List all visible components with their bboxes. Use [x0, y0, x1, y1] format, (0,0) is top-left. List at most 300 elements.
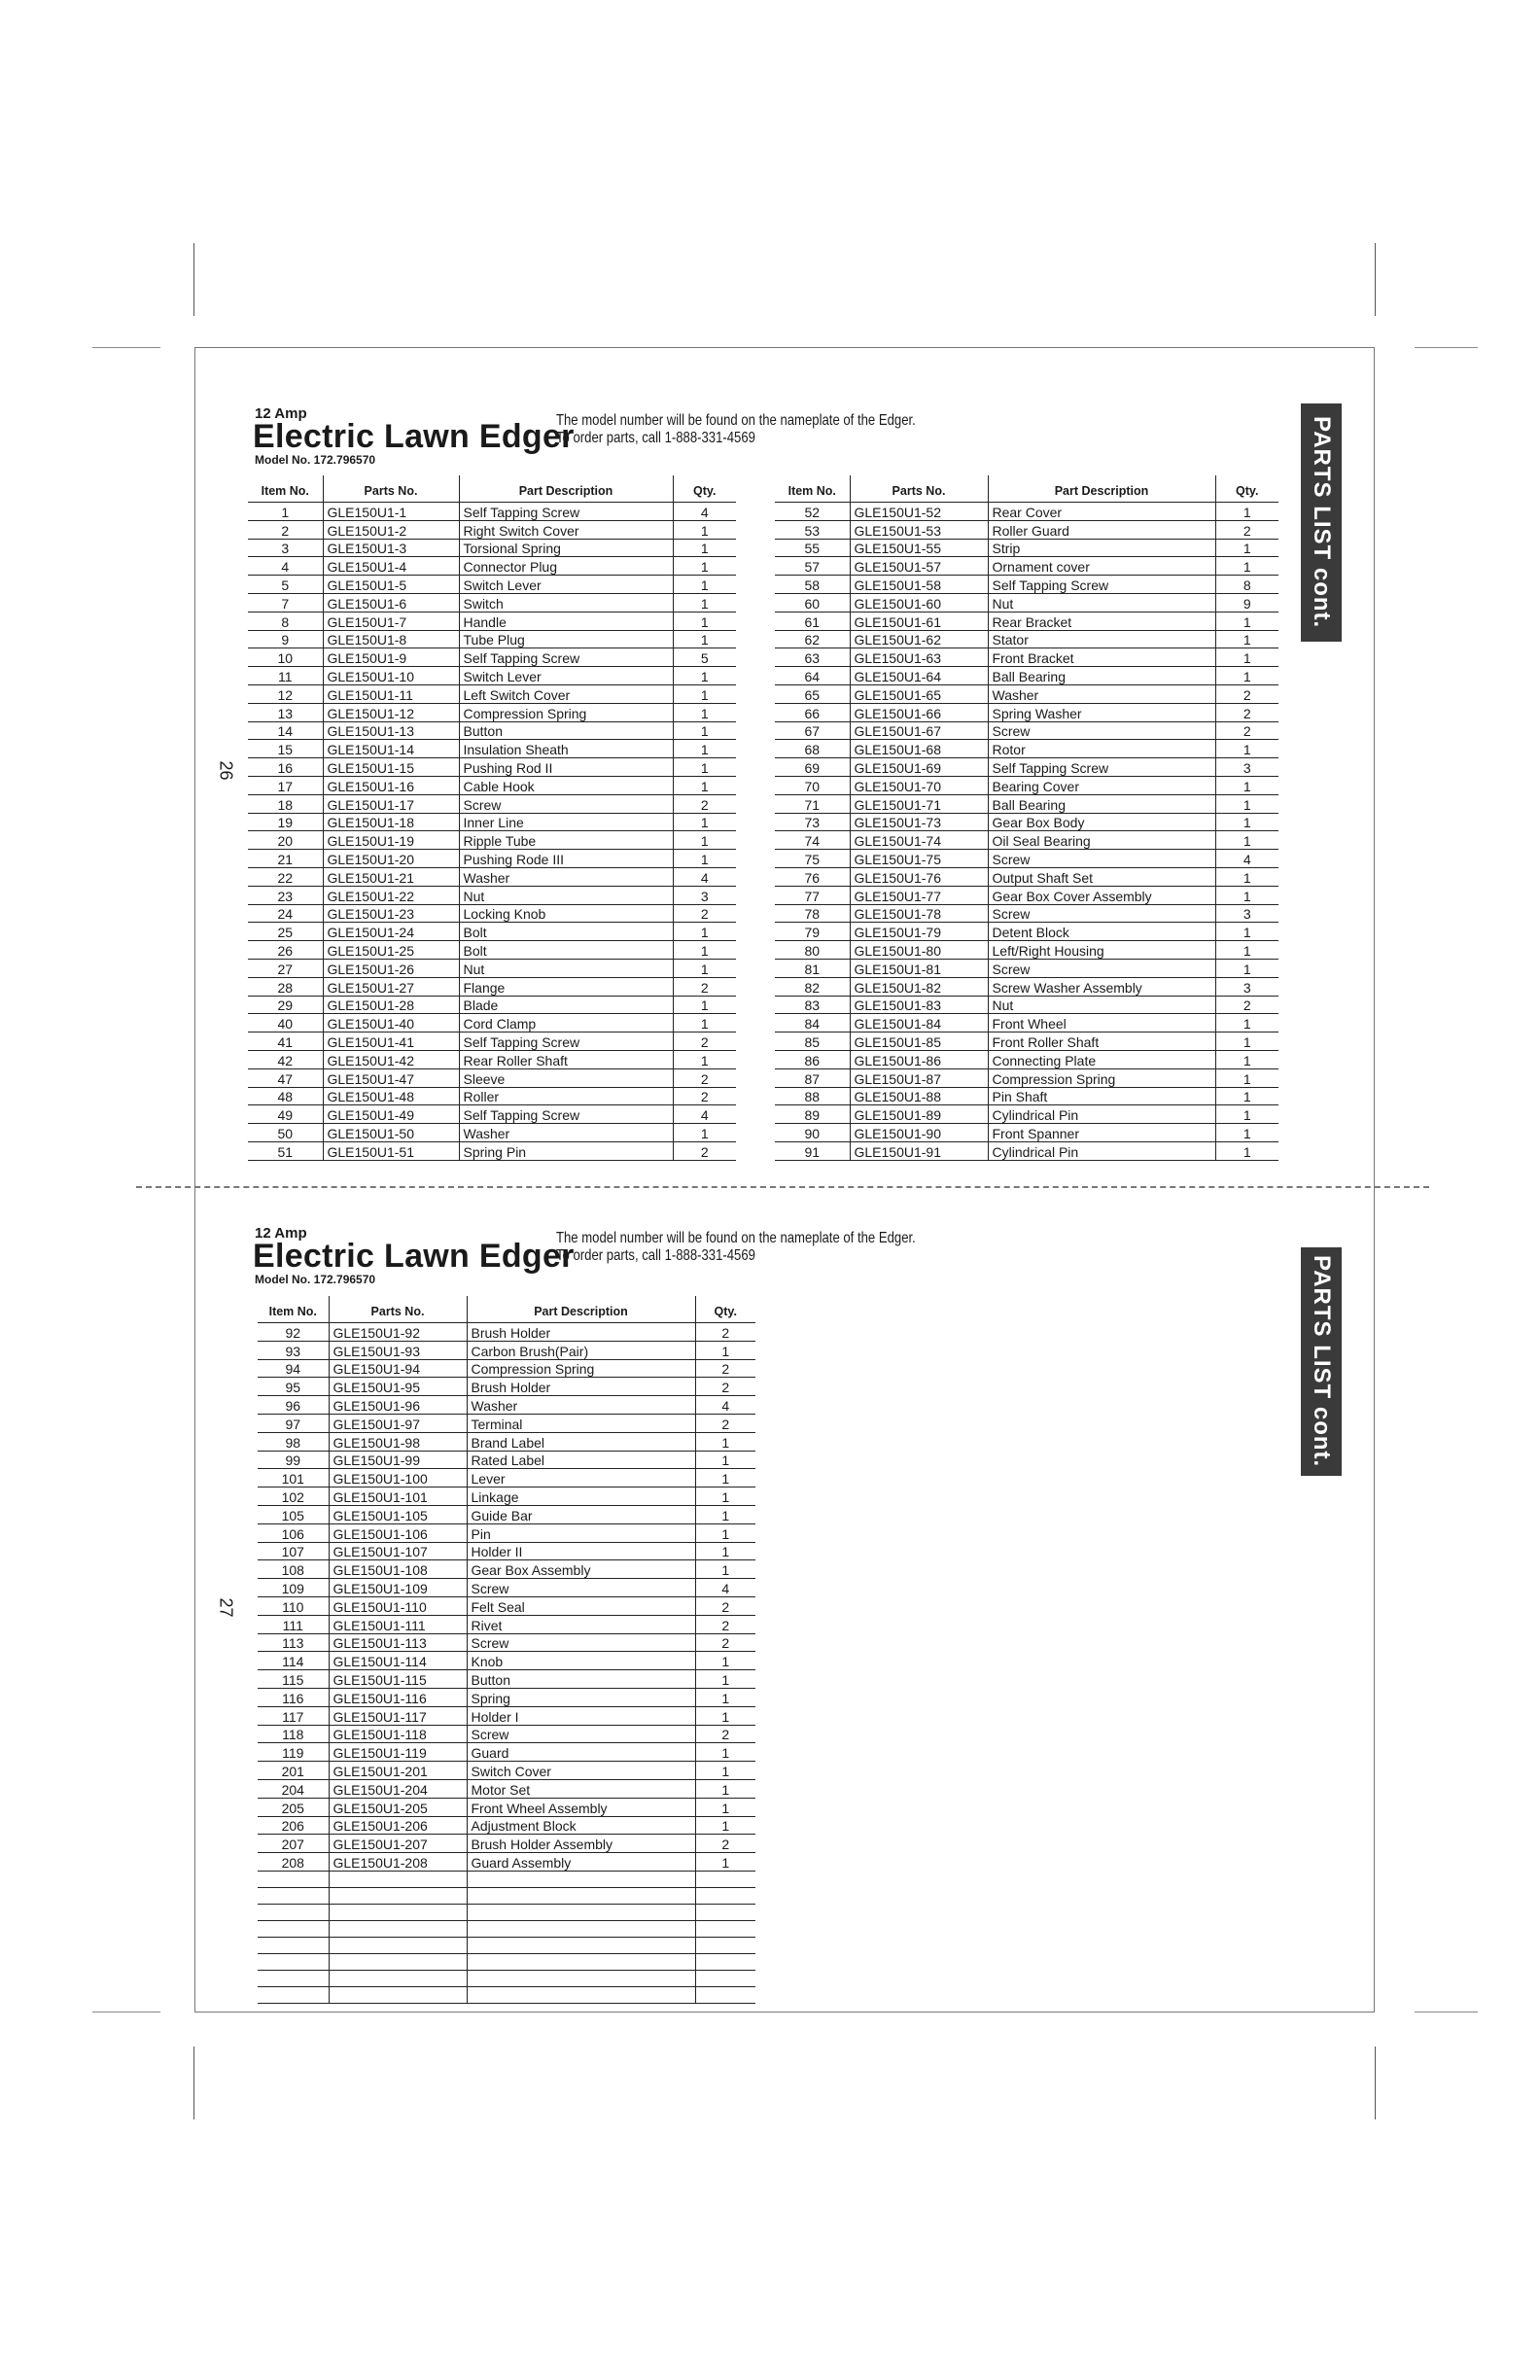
- part-description: Button: [459, 721, 673, 740]
- part-number: GLE150U1-25: [323, 941, 459, 960]
- nameplate-note: The model number will be found on the nameplate of the Edger.: [556, 412, 916, 429]
- parts-table: [258, 1296, 755, 2004]
- part-number: GLE150U1-63: [850, 648, 988, 667]
- crop-mark: [1415, 347, 1478, 348]
- table-row: [258, 1633, 755, 1652]
- part-number: GLE150U1-14: [323, 740, 459, 758]
- crop-mark: [193, 2047, 194, 2119]
- item-number: 82: [775, 977, 850, 996]
- quantity: 3: [1215, 758, 1278, 777]
- blank-row: [258, 1986, 755, 2003]
- blank-cell: [258, 1986, 329, 2003]
- table-row: [248, 923, 736, 941]
- quantity: 1: [673, 850, 736, 868]
- blank-cell: [695, 1904, 755, 1920]
- part-number: GLE150U1-12: [323, 703, 459, 721]
- part-number: GLE150U1-93: [329, 1341, 467, 1359]
- quantity: 2: [1215, 703, 1278, 721]
- quantity: 1: [673, 630, 736, 648]
- quantity: 1: [1215, 794, 1278, 813]
- part-description: Cord Clamp: [459, 1014, 673, 1032]
- part-description: Screw: [467, 1579, 695, 1597]
- table-row: [775, 1105, 1278, 1124]
- table-row: [258, 1835, 755, 1853]
- table-row: [775, 1068, 1278, 1087]
- table-row: [248, 576, 736, 594]
- table-row: [258, 1816, 755, 1835]
- part-number: GLE150U1-113: [329, 1633, 467, 1652]
- part-description: Bolt: [459, 923, 673, 941]
- section-tab: [1301, 403, 1342, 642]
- part-description: Spring Pin: [459, 1141, 673, 1160]
- part-number: GLE150U1-71: [850, 794, 988, 813]
- item-number: 114: [258, 1652, 329, 1670]
- quantity: 1: [673, 758, 736, 777]
- part-description: Handle: [459, 612, 673, 630]
- table-row: [248, 1141, 736, 1160]
- part-description: Knob: [467, 1652, 695, 1670]
- crop-mark: [1375, 243, 1376, 316]
- item-number: 101: [258, 1469, 329, 1488]
- quantity: 1: [1215, 1141, 1278, 1160]
- table-row: [775, 520, 1278, 539]
- blank-cell: [467, 1920, 695, 1937]
- part-description: Bearing Cover: [988, 776, 1215, 794]
- quantity: 2: [695, 1725, 755, 1743]
- part-description: Carbon Brush(Pair): [467, 1341, 695, 1359]
- part-description: Self Tapping Screw: [459, 1105, 673, 1124]
- part-number: GLE150U1-28: [323, 996, 459, 1014]
- item-number: 110: [258, 1596, 329, 1615]
- part-number: GLE150U1-91: [850, 1141, 988, 1160]
- item-number: 61: [775, 612, 850, 630]
- quantity: 1: [1215, 503, 1278, 521]
- item-number: 107: [258, 1542, 329, 1560]
- item-number: 86: [775, 1050, 850, 1068]
- item-number: 116: [258, 1688, 329, 1706]
- part-description: Inner Line: [459, 813, 673, 831]
- part-number: GLE150U1-4: [323, 557, 459, 576]
- part-number: GLE150U1-7: [323, 612, 459, 630]
- quantity: 4: [673, 503, 736, 521]
- model-number: Model No. 172.796570: [255, 1273, 376, 1286]
- part-number: GLE150U1-18: [323, 813, 459, 831]
- quantity: 1: [1215, 886, 1278, 904]
- part-number: GLE150U1-118: [329, 1725, 467, 1743]
- quantity: 2: [673, 904, 736, 923]
- quantity: 1: [695, 1560, 755, 1579]
- part-number: GLE150U1-40: [323, 1014, 459, 1032]
- part-number: GLE150U1-206: [329, 1816, 467, 1835]
- blank-cell: [258, 1871, 329, 1887]
- table-row: [248, 1014, 736, 1032]
- item-number: 93: [258, 1341, 329, 1359]
- quantity: 1: [1215, 1087, 1278, 1105]
- col-header-qty: Qty.: [673, 475, 736, 503]
- part-description: Flange: [459, 977, 673, 996]
- part-number: GLE150U1-5: [323, 576, 459, 594]
- part-description: Screw: [988, 850, 1215, 868]
- item-number: 65: [775, 684, 850, 703]
- item-number: 25: [248, 923, 323, 941]
- item-number: 73: [775, 813, 850, 831]
- item-number: 207: [258, 1835, 329, 1853]
- part-number: GLE150U1-81: [850, 959, 988, 977]
- item-number: 111: [258, 1615, 329, 1633]
- quantity: 2: [1215, 996, 1278, 1014]
- part-description: Insulation Sheath: [459, 740, 673, 758]
- col-header-part-no: Parts No.: [850, 475, 988, 503]
- part-description: Switch Cover: [467, 1762, 695, 1780]
- part-number: GLE150U1-20: [323, 850, 459, 868]
- quantity: 2: [695, 1323, 755, 1342]
- item-number: 206: [258, 1816, 329, 1835]
- quantity: 1: [695, 1505, 755, 1523]
- quantity: 1: [1215, 1050, 1278, 1068]
- item-number: 26: [248, 941, 323, 960]
- table-row: [258, 1414, 755, 1432]
- part-number: GLE150U1-101: [329, 1488, 467, 1506]
- section-tab-label: PARTS LIST cont.: [1309, 416, 1335, 629]
- part-number: GLE150U1-53: [850, 520, 988, 539]
- part-number: GLE150U1-107: [329, 1542, 467, 1560]
- table-row: [258, 1762, 755, 1780]
- part-description: Self Tapping Screw: [988, 576, 1215, 594]
- table-row: [248, 904, 736, 923]
- item-number: 18: [248, 794, 323, 813]
- quantity: 2: [673, 1068, 736, 1087]
- part-description: Washer: [467, 1396, 695, 1415]
- part-description: Brush Holder: [467, 1323, 695, 1342]
- quantity: 2: [695, 1596, 755, 1615]
- item-number: 208: [258, 1853, 329, 1872]
- col-header-part-no: Parts No.: [329, 1296, 467, 1323]
- part-description: Switch Lever: [459, 576, 673, 594]
- quantity: 2: [695, 1633, 755, 1652]
- part-description: Rear Roller Shaft: [459, 1050, 673, 1068]
- part-number: GLE150U1-16: [323, 776, 459, 794]
- part-description: Motor Set: [467, 1779, 695, 1798]
- part-number: GLE150U1-57: [850, 557, 988, 576]
- part-description: Lever: [467, 1469, 695, 1488]
- item-number: 115: [258, 1670, 329, 1689]
- part-number: GLE150U1-3: [323, 539, 459, 557]
- quantity: 1: [673, 703, 736, 721]
- item-number: 23: [248, 886, 323, 904]
- table-row: [258, 1560, 755, 1579]
- table-row: [775, 758, 1278, 777]
- blank-cell: [258, 1953, 329, 1970]
- part-number: GLE150U1-60: [850, 593, 988, 612]
- quantity: 1: [673, 1050, 736, 1068]
- part-number: GLE150U1-49: [323, 1105, 459, 1124]
- item-number: 119: [258, 1743, 329, 1762]
- table-row: [248, 612, 736, 630]
- quantity: 1: [673, 520, 736, 539]
- blank-row: [258, 1887, 755, 1904]
- quantity: 1: [673, 1124, 736, 1142]
- quantity: 4: [673, 1105, 736, 1124]
- part-number: GLE150U1-13: [323, 721, 459, 740]
- amp-label: 12 Amp: [255, 1225, 307, 1242]
- part-number: GLE150U1-66: [850, 703, 988, 721]
- order-phone-note: To order parts, call 1-888-331-4569: [556, 1247, 755, 1264]
- part-number: GLE150U1-207: [329, 1835, 467, 1853]
- part-description: Rivet: [467, 1615, 695, 1633]
- item-number: 118: [258, 1725, 329, 1743]
- item-number: 99: [258, 1451, 329, 1469]
- table-row: [775, 576, 1278, 594]
- table-row: [775, 886, 1278, 904]
- table-row: [775, 941, 1278, 960]
- crop-mark: [92, 347, 160, 348]
- item-number: 78: [775, 904, 850, 923]
- part-number: GLE150U1-83: [850, 996, 988, 1014]
- table-row: [248, 813, 736, 831]
- table-row: [775, 1087, 1278, 1105]
- quantity: 1: [1215, 630, 1278, 648]
- table-row: [258, 1596, 755, 1615]
- part-number: GLE150U1-88: [850, 1087, 988, 1105]
- quantity: 1: [673, 576, 736, 594]
- part-number: GLE150U1-22: [323, 886, 459, 904]
- cut-line: [136, 1186, 1429, 1188]
- item-number: 63: [775, 648, 850, 667]
- item-number: 10: [248, 648, 323, 667]
- quantity: 1: [673, 740, 736, 758]
- table-row: [258, 1359, 755, 1378]
- item-number: 97: [258, 1414, 329, 1432]
- table-row: [775, 593, 1278, 612]
- part-description: Ripple Tube: [459, 831, 673, 850]
- part-description: Front Wheel: [988, 1014, 1215, 1032]
- part-description: Rear Bracket: [988, 612, 1215, 630]
- part-number: GLE150U1-55: [850, 539, 988, 557]
- table-row: [248, 630, 736, 648]
- table-row: [775, 503, 1278, 521]
- table-row: [248, 959, 736, 977]
- quantity: 1: [1215, 1124, 1278, 1142]
- part-description: Cable Hook: [459, 776, 673, 794]
- quantity: 1: [695, 1853, 755, 1872]
- part-description: Roller: [459, 1087, 673, 1105]
- table-row: [258, 1579, 755, 1597]
- part-description: Gear Box Assembly: [467, 1560, 695, 1579]
- item-number: 76: [775, 867, 850, 886]
- part-description: Switch: [459, 593, 673, 612]
- blank-cell: [329, 1986, 467, 2003]
- col-header-part-no: Parts No.: [323, 475, 459, 503]
- part-description: Ball Bearing: [988, 794, 1215, 813]
- part-number: GLE150U1-58: [850, 576, 988, 594]
- item-number: 48: [248, 1087, 323, 1105]
- table-row: [775, 630, 1278, 648]
- blank-cell: [329, 1970, 467, 1986]
- blank-cell: [467, 1953, 695, 1970]
- col-header-item: Item No.: [258, 1296, 329, 1323]
- part-number: GLE150U1-11: [323, 684, 459, 703]
- quantity: 2: [673, 794, 736, 813]
- blank-cell: [329, 1953, 467, 1970]
- blank-cell: [258, 1887, 329, 1904]
- part-description: Brand Label: [467, 1432, 695, 1451]
- part-number: GLE150U1-70: [850, 776, 988, 794]
- item-number: 68: [775, 740, 850, 758]
- part-description: Connecting Plate: [988, 1050, 1215, 1068]
- table-row: [775, 813, 1278, 831]
- part-description: Pushing Rode III: [459, 850, 673, 868]
- part-description: Blade: [459, 996, 673, 1014]
- quantity: 2: [695, 1414, 755, 1432]
- blank-cell: [695, 1953, 755, 1970]
- amp-label: 12 Amp: [255, 405, 307, 422]
- part-description: Rated Label: [467, 1451, 695, 1469]
- table-row: [775, 648, 1278, 667]
- part-number: GLE150U1-17: [323, 794, 459, 813]
- part-number: GLE150U1-79: [850, 923, 988, 941]
- part-number: GLE150U1-86: [850, 1050, 988, 1068]
- table-row: [775, 831, 1278, 850]
- item-number: 19: [248, 813, 323, 831]
- part-description: Compression Spring: [988, 1068, 1215, 1087]
- quantity: 1: [695, 1779, 755, 1798]
- quantity: 1: [1215, 1014, 1278, 1032]
- table-row: [775, 612, 1278, 630]
- part-number: GLE150U1-19: [323, 831, 459, 850]
- part-number: GLE150U1-204: [329, 1779, 467, 1798]
- part-number: GLE150U1-119: [329, 1743, 467, 1762]
- table-row: [258, 1396, 755, 1415]
- part-description: Self Tapping Screw: [459, 648, 673, 667]
- table-row: [258, 1725, 755, 1743]
- quantity: 2: [1215, 721, 1278, 740]
- blank-cell: [329, 1887, 467, 1904]
- part-description: Nut: [459, 959, 673, 977]
- quantity: 8: [1215, 576, 1278, 594]
- crop-mark: [193, 243, 194, 316]
- item-number: 69: [775, 758, 850, 777]
- part-number: GLE150U1-95: [329, 1378, 467, 1396]
- part-description: Output Shaft Set: [988, 867, 1215, 886]
- quantity: 1: [673, 721, 736, 740]
- quantity: 2: [673, 1032, 736, 1051]
- item-number: 16: [248, 758, 323, 777]
- table-row: [248, 941, 736, 960]
- blank-cell: [695, 1887, 755, 1904]
- part-description: Spring Washer: [988, 703, 1215, 721]
- item-number: 1: [248, 503, 323, 521]
- blank-cell: [695, 1986, 755, 2003]
- part-description: Stator: [988, 630, 1215, 648]
- item-number: 81: [775, 959, 850, 977]
- part-description: Compression Spring: [467, 1359, 695, 1378]
- part-number: GLE150U1-69: [850, 758, 988, 777]
- item-number: 88: [775, 1087, 850, 1105]
- item-number: 117: [258, 1706, 329, 1725]
- table-row: [258, 1670, 755, 1689]
- part-description: Front Spanner: [988, 1124, 1215, 1142]
- part-description: Front Bracket: [988, 648, 1215, 667]
- part-description: Pin: [467, 1523, 695, 1542]
- part-description: Gear Box Cover Assembly: [988, 886, 1215, 904]
- quantity: 1: [695, 1798, 755, 1816]
- table-row: [775, 996, 1278, 1014]
- blank-cell: [467, 1871, 695, 1887]
- part-number: GLE150U1-116: [329, 1688, 467, 1706]
- item-number: 4: [248, 557, 323, 576]
- table-row: [248, 684, 736, 703]
- part-description: Ball Bearing: [988, 667, 1215, 685]
- item-number: 109: [258, 1579, 329, 1597]
- item-number: 24: [248, 904, 323, 923]
- part-number: GLE150U1-80: [850, 941, 988, 960]
- quantity: 1: [1215, 941, 1278, 960]
- quantity: 1: [1215, 923, 1278, 941]
- nameplate-note: The model number will be found on the nameplate of the Edger.: [556, 1230, 916, 1246]
- quantity: 1: [673, 813, 736, 831]
- part-description: Rotor: [988, 740, 1215, 758]
- item-number: 91: [775, 1141, 850, 1160]
- quantity: 1: [695, 1523, 755, 1542]
- part-description: Roller Guard: [988, 520, 1215, 539]
- quantity: 1: [1215, 1032, 1278, 1051]
- quantity: 2: [695, 1615, 755, 1633]
- table-row: [248, 850, 736, 868]
- part-number: GLE150U1-6: [323, 593, 459, 612]
- part-description: Nut: [988, 996, 1215, 1014]
- part-number: GLE150U1-15: [323, 758, 459, 777]
- quantity: 2: [673, 1141, 736, 1160]
- part-number: GLE150U1-99: [329, 1451, 467, 1469]
- page-title: Electric Lawn Edger: [253, 1238, 575, 1275]
- item-number: 42: [248, 1050, 323, 1068]
- quantity: 3: [673, 886, 736, 904]
- col-header-item: Item No.: [248, 475, 323, 503]
- part-number: GLE150U1-84: [850, 1014, 988, 1032]
- part-number: GLE150U1-73: [850, 813, 988, 831]
- item-number: 205: [258, 1798, 329, 1816]
- part-number: GLE150U1-10: [323, 667, 459, 685]
- item-number: 108: [258, 1560, 329, 1579]
- item-number: 80: [775, 941, 850, 960]
- quantity: 1: [1215, 1105, 1278, 1124]
- table-row: [258, 1341, 755, 1359]
- quantity: 2: [1215, 520, 1278, 539]
- table-row: [775, 904, 1278, 923]
- part-description: Washer: [459, 867, 673, 886]
- blank-cell: [467, 1986, 695, 2003]
- table-row: [248, 831, 736, 850]
- table-row: [258, 1323, 755, 1342]
- table-row: [248, 794, 736, 813]
- table-row: [775, 1050, 1278, 1068]
- table-row: [248, 520, 736, 539]
- part-description: Locking Knob: [459, 904, 673, 923]
- quantity: 1: [673, 557, 736, 576]
- quantity: 1: [1215, 959, 1278, 977]
- table-row: [258, 1523, 755, 1542]
- table-row: [248, 503, 736, 521]
- quantity: 1: [673, 941, 736, 960]
- table-row: [258, 1706, 755, 1725]
- part-description: Linkage: [467, 1488, 695, 1506]
- table-row: [248, 758, 736, 777]
- part-description: Screw: [988, 959, 1215, 977]
- item-number: 49: [248, 1105, 323, 1124]
- table-row: [248, 977, 736, 996]
- item-number: 113: [258, 1633, 329, 1652]
- table-row: [775, 740, 1278, 758]
